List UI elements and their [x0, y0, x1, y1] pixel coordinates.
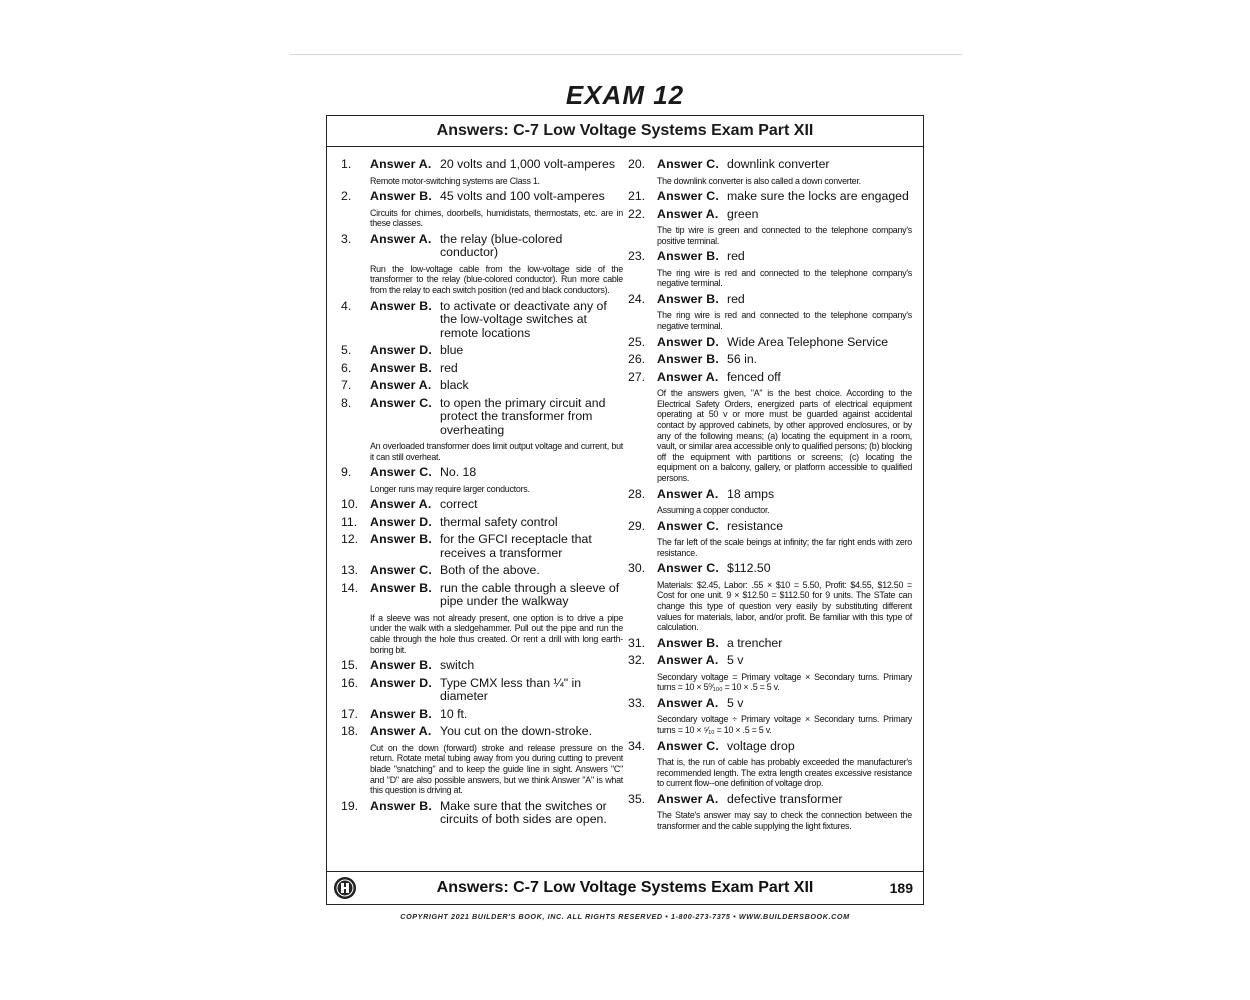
- answer-explanation: Secondary voltage ÷ Primary voltage × Secondary turns. Primary turns = 10 × ⁵⁄₁₀ = 10 × .5 = 5 v.: [657, 714, 912, 736]
- answer-item: [628, 250, 912, 289]
- answer-text: No. 18: [440, 465, 477, 480]
- answer-row: [628, 562, 912, 576]
- answer-number: 11.: [341, 514, 358, 529]
- answer-explanation: Cut on the down (forward) stroke and release pressure on the return. Rotate metal tubing away from you during cutting to prevent blade "snatching" and to keep the guide line in sight. Answers "C" and "D" are also possible answers, but we think Answer "A" is what this question is driving at.: [370, 742, 623, 796]
- answer-row: [341, 708, 623, 722]
- answer-number: 30.: [628, 561, 646, 576]
- answer-number: 7.: [341, 378, 352, 393]
- answer-item: [341, 466, 623, 494]
- answer-item: [628, 793, 912, 832]
- answer-item: [341, 397, 623, 463]
- answer-row: [628, 336, 912, 350]
- answer-letter: Answer B.: [370, 532, 432, 547]
- answer-letter: Answer A.: [657, 653, 719, 668]
- answer-explanation: Circuits for chimes, doorbells, humidistats, thermostats, etc. are in these classes.: [370, 207, 623, 229]
- answer-letter: Answer B.: [370, 298, 432, 313]
- answer-letter: Answer B.: [657, 249, 719, 264]
- answer-row: [341, 659, 623, 673]
- answers-right-column: [628, 158, 912, 836]
- answer-text: 18 amps: [727, 486, 775, 501]
- answer-row: [628, 637, 912, 651]
- answer-letter: Answer A.: [370, 231, 432, 246]
- answer-item: [341, 659, 623, 673]
- answer-number: 31.: [628, 635, 646, 650]
- answer-text: voltage drop: [727, 738, 795, 753]
- answer-explanation: Materials: $2.45, Labor: .55 × $10 = 5.50, Profit: $4.55, $12.50 = Cost for one unit. 9 × $12.50 = $112.50 for 9 units. The STate can change this type of question very easily by substituting different values for materials, labor, and/or profit. Be familiar with this type of calculation.: [657, 579, 912, 633]
- answer-text: run the cable through a sleeve of pipe under the walkway: [440, 580, 620, 609]
- answer-text: 45 volts and 100 volt-amperes: [440, 189, 605, 204]
- answer-row: [341, 533, 623, 560]
- answer-text: Type CMX less than ¼" in diameter: [440, 675, 582, 704]
- answer-item: [628, 697, 912, 736]
- answer-number: 9.: [341, 465, 352, 480]
- answer-text: red: [727, 249, 745, 264]
- answer-number: 25.: [628, 334, 646, 349]
- answer-item: [628, 190, 912, 204]
- copyright-notice: COPYRIGHT 2021 BUILDER'S BOOK, INC. ALL RIGHTS RESERVED • 1-800-273-7375 • WWW.BUILDERSBOOK.COM: [400, 912, 850, 921]
- answer-item: [628, 520, 912, 559]
- answer-explanation: An overloaded transformer does limit output voltage and current, but it can still overheat.: [370, 441, 623, 462]
- page-title: EXAM 12: [565, 80, 685, 110]
- answer-explanation: The State's answer may say to check the connection between the transformer and the cable supplying the light fixtures.: [657, 810, 912, 831]
- answer-item: [341, 582, 623, 655]
- answer-text: red: [440, 360, 458, 375]
- answer-text: red: [727, 291, 745, 306]
- answer-item: [341, 379, 623, 393]
- answer-number: 17.: [341, 706, 359, 721]
- answer-number: 13.: [341, 563, 359, 578]
- answer-item: [341, 233, 623, 296]
- answer-explanation: That is, the run of cable has probably exceeded the manufacturer's recommended length. The extra length creates excessive resistance to current flow--one definition of voltage drop.: [657, 757, 912, 789]
- answer-letter: Answer A.: [370, 157, 432, 171]
- answer-text: to activate or deactivate any of the low-voltage switches at remote locations: [440, 298, 607, 340]
- answer-text: Both of the above.: [440, 563, 540, 578]
- answer-letter: Answer A.: [657, 791, 719, 806]
- header-title: Answers: C-7 Low Voltage Systems Exam Part XII: [327, 116, 923, 147]
- answer-explanation: Secondary voltage = Primary voltage × Secondary turns. Primary turns = 10 × 5⁰⁄₁₀₀ = 10 × .5 = 5 v.: [657, 671, 912, 693]
- answer-number: 35.: [628, 791, 646, 806]
- answer-item: [628, 293, 912, 332]
- answer-row: [628, 158, 912, 172]
- answer-item: [341, 190, 623, 229]
- answer-row: [341, 158, 623, 172]
- answer-text: a trencher: [727, 635, 783, 650]
- answer-letter: Answer C.: [657, 518, 719, 533]
- answer-letter: Answer A.: [370, 497, 432, 512]
- answer-item: [341, 344, 623, 358]
- answer-row: [341, 300, 623, 341]
- answer-item: [341, 677, 623, 704]
- answer-letter: Answer B.: [657, 352, 719, 367]
- answer-letter: Answer C.: [657, 189, 719, 204]
- answer-explanation: Run the low-voltage cable from the low-voltage side of the transformer to the relay (blue-colored conductor). Run more cable from the relay to each switch position (red and black conductors).: [370, 263, 623, 295]
- answer-number: 34.: [628, 738, 646, 753]
- answer-number: 16.: [341, 675, 359, 690]
- answer-text: make sure the locks are engaged: [727, 189, 909, 204]
- answer-letter: Answer C.: [370, 465, 432, 480]
- answer-letter: Answer C.: [370, 395, 432, 410]
- answer-number: 20.: [628, 157, 646, 171]
- answer-row: [628, 520, 912, 534]
- answer-number: 32.: [628, 653, 646, 668]
- answer-item: [628, 488, 912, 516]
- answer-explanation: Longer runs may require larger conductors.: [370, 483, 530, 494]
- answer-number: 21.: [628, 189, 646, 204]
- answer-text: switch: [440, 658, 475, 673]
- answer-item: [341, 708, 623, 722]
- answer-number: 23.: [628, 249, 646, 264]
- answer-number: 27.: [628, 369, 646, 384]
- answers-left-column: [341, 158, 623, 831]
- answer-row: [628, 793, 912, 807]
- answer-letter: Answer B.: [370, 360, 432, 375]
- answer-explanation: Of the answers given, "A" is the best choice. According to the Electrical Safety Orders, energized parts of electrical equipment operating at 50 v or more must be guarded against accidental contact by approved cabinets, by other approved enclosures, or by any of the following means; (a) locating the equipment in a room, vault, or similar area accessible only to qualified persons; (b) blocking off the equipment with partitions or screens; (c) locating the equipment on a balcony, gallery, or platform accessible to qualified persons.: [657, 388, 912, 483]
- answer-row: [341, 725, 623, 739]
- answer-text: Make sure that the switches or circuits of both sides are open.: [440, 798, 607, 827]
- answer-number: 24.: [628, 291, 646, 306]
- answer-letter: Answer A.: [657, 369, 719, 384]
- answer-row: [628, 250, 912, 264]
- answer-row: [628, 488, 912, 502]
- top-divider: [290, 54, 962, 55]
- answer-letter: Answer C.: [657, 561, 719, 576]
- answer-item: [341, 800, 623, 827]
- answer-item: [628, 208, 912, 247]
- answer-explanation: Remote motor-switching systems are Class 1.: [370, 175, 540, 186]
- answer-number: 26.: [628, 352, 646, 367]
- answer-letter: Answer C.: [657, 157, 719, 171]
- answer-text: downlink converter: [727, 157, 830, 171]
- answer-row: [341, 564, 623, 578]
- answer-text: Wide Area Telephone Service: [727, 334, 889, 349]
- answer-text: resistance: [727, 518, 784, 533]
- answer-row: [341, 379, 623, 393]
- answer-letter: Answer B.: [657, 291, 719, 306]
- answer-number: 28.: [628, 486, 646, 501]
- answer-row: [628, 697, 912, 711]
- answer-text: You cut on the down-stroke.: [440, 724, 592, 739]
- answer-letter: Answer D.: [370, 514, 432, 529]
- answer-item: [628, 336, 912, 350]
- answer-explanation: The downlink converter is also called a down converter.: [657, 175, 861, 186]
- answer-text: 20 volts and 1,000 volt-amperes: [440, 157, 615, 171]
- answer-explanation: The far left of the scale beings at infinity; the far right ends with zero resistance.: [657, 537, 912, 558]
- answer-item: [341, 498, 623, 512]
- answer-text: the relay (blue-colored conductor): [440, 231, 563, 260]
- answer-number: 4.: [341, 298, 352, 313]
- answer-row: [628, 371, 912, 385]
- answer-explanation: If a sleeve was not already present, one option is to drive a pipe under the walk with a sledgehammer. Pull out the pipe and run the cable through the hole thus created. Or rent a drill with long earth-boring bit.: [370, 612, 623, 655]
- answer-item: [628, 353, 912, 367]
- answer-text: 56 in.: [727, 352, 758, 367]
- answer-item: [341, 564, 623, 578]
- answer-row: [341, 800, 623, 827]
- answer-letter: Answer B.: [370, 706, 432, 721]
- answer-text: fenced off: [727, 369, 781, 384]
- answer-letter: Answer C.: [370, 563, 432, 578]
- page-number: 189: [889, 880, 913, 896]
- answer-number: 1.: [341, 157, 352, 171]
- answer-row: [341, 466, 623, 480]
- answer-letter: Answer A.: [370, 378, 432, 393]
- answer-text: 10 ft.: [440, 706, 468, 721]
- answer-number: 12.: [341, 532, 359, 547]
- answer-number: 33.: [628, 695, 646, 710]
- answer-letter: Answer B.: [657, 635, 719, 650]
- answer-letter: Answer D.: [370, 675, 432, 690]
- answer-letter: Answer B.: [370, 580, 432, 595]
- answer-letter: Answer A.: [657, 486, 719, 501]
- answer-text: to open the primary circuit and protect the transformer from overheating: [440, 395, 606, 437]
- answer-letter: Answer A.: [657, 206, 719, 221]
- answer-text: for the GFCI receptacle that receives a transformer: [440, 532, 592, 560]
- answer-item: [341, 533, 623, 560]
- answer-number: 6.: [341, 360, 352, 375]
- answer-text: black: [440, 378, 469, 393]
- answer-text: 5 v: [727, 653, 744, 668]
- answer-item: [341, 516, 623, 530]
- footer-title: Answers: C-7 Low Voltage Systems Exam Part XII: [436, 879, 814, 896]
- answer-row: [341, 344, 623, 358]
- answer-item: [628, 740, 912, 789]
- answer-text: defective transformer: [727, 791, 843, 806]
- answer-number: 5.: [341, 343, 352, 358]
- answer-item: [341, 362, 623, 376]
- answer-letter: Answer A.: [657, 695, 719, 710]
- answer-text: 5 v: [727, 695, 744, 710]
- answer-letter: Answer D.: [657, 334, 719, 349]
- answer-row: [341, 397, 623, 438]
- answer-letter: Answer A.: [370, 724, 432, 739]
- answer-explanation: The tip wire is green and connected to the telephone company's positive terminal.: [657, 225, 912, 246]
- answer-letter: Answer B.: [370, 798, 432, 813]
- answer-explanation: The ring wire is red and connected to the telephone company's negative terminal.: [657, 310, 912, 332]
- answer-number: 18.: [341, 724, 359, 739]
- answer-item: [341, 158, 623, 186]
- answer-row: [341, 190, 623, 204]
- answer-letter: Answer B.: [370, 189, 432, 204]
- answer-item: [628, 371, 912, 484]
- answer-letter: Answer C.: [657, 738, 719, 753]
- answer-row: [341, 516, 623, 530]
- footer-bar: [327, 871, 923, 904]
- answer-number: 3.: [341, 231, 352, 246]
- answer-letter: Answer B.: [370, 658, 432, 673]
- answer-row: [628, 190, 912, 204]
- answer-row: [341, 233, 623, 260]
- answer-number: 10.: [341, 497, 359, 512]
- answer-text: blue: [440, 343, 464, 358]
- answer-number: 8.: [341, 395, 352, 410]
- answer-item: [628, 562, 912, 632]
- answer-number: 29.: [628, 518, 646, 533]
- answer-number: 15.: [341, 658, 359, 673]
- answer-explanation: Assuming a copper conductor.: [657, 505, 770, 515]
- answer-row: [628, 740, 912, 754]
- answer-row: [341, 498, 623, 512]
- answer-row: [628, 208, 912, 222]
- answer-text: green: [727, 206, 759, 221]
- answer-item: [628, 654, 912, 693]
- answer-letter: Answer D.: [370, 343, 432, 358]
- answer-item: [341, 725, 623, 795]
- answer-number: 14.: [341, 580, 359, 595]
- answer-row: [628, 293, 912, 307]
- answer-row: [628, 353, 912, 367]
- answer-number: 19.: [341, 798, 359, 813]
- answer-explanation: The ring wire is red and connected to the telephone company's negative terminal.: [657, 267, 912, 289]
- answer-item: [628, 158, 912, 186]
- answer-text: thermal safety control: [440, 514, 558, 529]
- answer-number: 2.: [341, 189, 352, 204]
- answer-row: [341, 582, 623, 609]
- answer-row: [628, 654, 912, 668]
- answer-item: [341, 300, 623, 341]
- answer-text: correct: [440, 497, 478, 512]
- answer-row: [341, 362, 623, 376]
- answer-text: $112.50: [727, 561, 771, 576]
- answer-number: 22.: [628, 206, 646, 221]
- answer-row: [341, 677, 623, 704]
- answer-item: [628, 637, 912, 651]
